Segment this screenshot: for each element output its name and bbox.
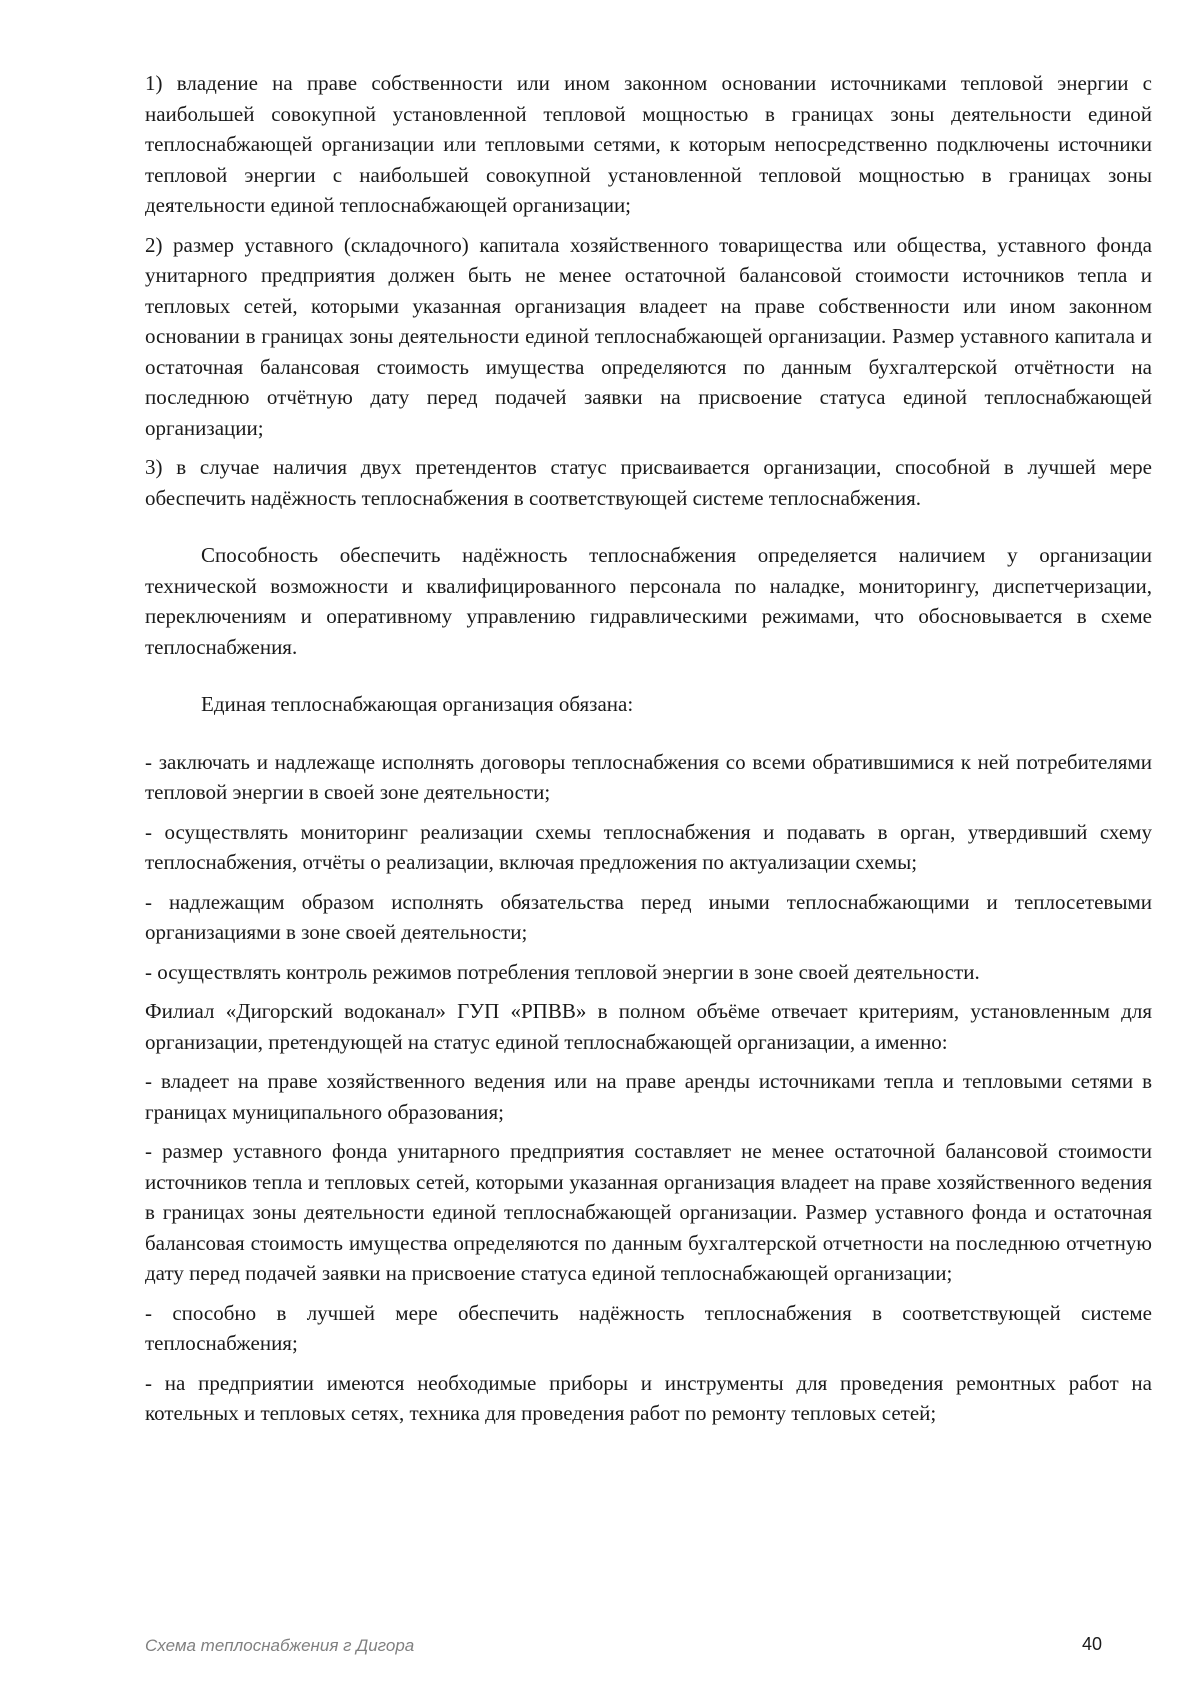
criterion-1-paragraph: 1) владение на праве собственности или ином законном основании источниками тепловой энергии с наибольшей совокупной установленной тепловой мощностью в границах зоны деятельности единой теплоснабжающей организации или тепловыми сетями, к которым непосредственно подключены источники тепловой энергии с наибольшей совокупной установленной тепловой мощностью в границах зоны деятельности единой теплоснабжающей организации; [145, 71, 1152, 217]
obligation-item: - надлежащим образом исполнять обязательства перед иными теплоснабжающими и теплосетевыми организациями в зоне своей деятельности; [145, 889, 1152, 944]
obligation-item: - осуществлять мониторинг реализации схемы теплоснабжения и подавать в орган, утвердивший схему теплоснабжения, отчёты о реализации, включая предложения по актуализации схемы; [145, 819, 1152, 874]
obligations-heading: Единая теплоснабжающая организация обязана: [201, 692, 634, 716]
criterion-2-paragraph: 2) размер уставного (складочного) капитала хозяйственного товарищества или общества, уставного фонда унитарного предприятия должен быть не менее остаточной балансовой стоимости источников тепла и тепловых сетей, которыми указанная организация владеет на праве собственности или ином законном основании в границах зоны деятельности единой теплоснабжающей организации. Размер уставного капитала и остаточная балансовая стоимость имущества определяются по данным бухгалтерской отчётности на последнюю отчётную дату перед подачей заявки на присвоение статуса единой теплоснабжающей организации; [145, 232, 1152, 440]
obligation-item: - осуществлять контроль режимов потребления тепловой энергии в зоне своей деятельности. [145, 959, 980, 984]
compliance-item: - способно в лучшей мере обеспечить надёжность теплоснабжения в соответствующей системе теплоснабжения; [145, 1300, 1152, 1355]
obligation-item: - заключать и надлежаще исполнять договоры теплоснабжения со всеми обратившимися к ней потребителями тепловой энергии в своей зоне деятельности; [145, 749, 1152, 804]
page-number: 40 [1081, 1634, 1102, 1654]
document-body [145, 68, 1152, 1438]
criterion-3-paragraph: 3) в случае наличия двух претендентов статус присваивается организации, способной в лучшей мере обеспечить надёжность теплоснабжения в соответствующей системе теплоснабжения. [145, 455, 1152, 510]
footer-document-title: Схема теплоснабжения г Дигора [145, 1636, 415, 1655]
branch-compliance-paragraph: Филиал «Дигорский водоканал» ГУП «РПВВ» в полном объёме отвечает критериям, установленным для организации, претендующей на статус единой теплоснабжающей организации, а именно: [145, 999, 1152, 1054]
compliance-item: - владеет на праве хозяйственного ведения или на праве аренды источниками тепла и тепловыми сетями в границах муниципального образования; [145, 1069, 1152, 1124]
reliability-paragraph: Способность обеспечить надёжность теплоснабжения определяется наличием у организации технической возможности и квалифицированного персонала по наладке, мониторингу, диспетчеризации, переключениям и оперативному управлению гидравлическими режимами, что обосновывается в схеме теплоснабжения. [145, 543, 1152, 659]
compliance-item: - размер уставного фонда унитарного предприятия составляет не менее остаточной балансовой стоимости источников тепла и тепловых сетей, которыми указанная организация владеет на праве хозяйственного ведения в границах зоны деятельности единой теплоснабжающей организации. Размер уставного фонда и остаточная балансовая стоимость имущества определяются по данным бухгалтерской отчетности на последнюю отчетную дату перед подачей заявки на присвоение статуса единой теплоснабжающей организации; [145, 1139, 1152, 1285]
compliance-item: - на предприятии имеются необходимые приборы и инструменты для проведения ремонтных работ на котельных и тепловых сетях, техника для проведения работ по ремонту тепловых сетей; [145, 1370, 1152, 1425]
